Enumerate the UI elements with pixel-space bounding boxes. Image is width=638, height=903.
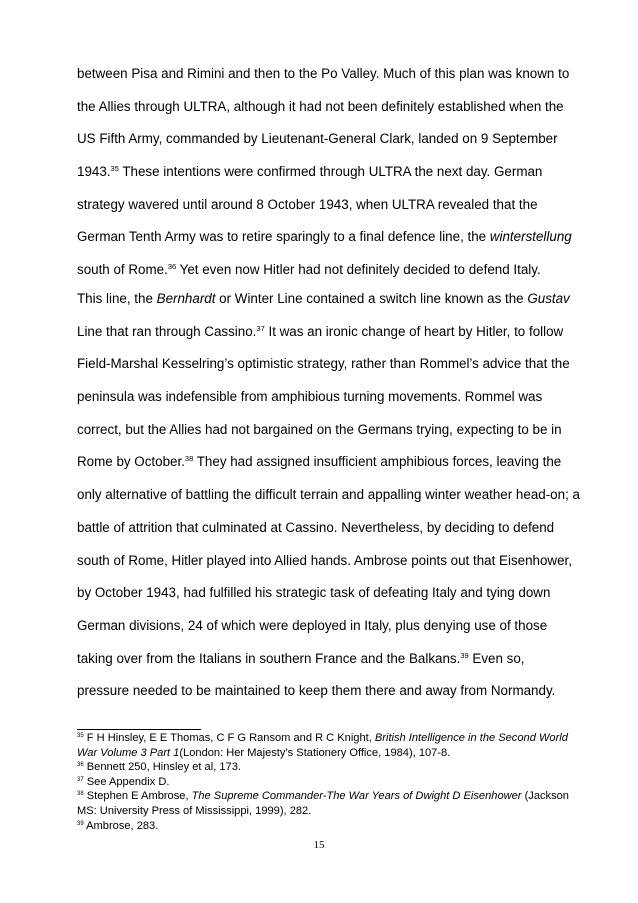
text-run: Rome by October. <box>77 454 185 470</box>
text-run: south of Rome. <box>77 262 168 278</box>
text-line <box>77 65 577 82</box>
text-run: correct, but the Allies had not bargained on the Germans trying, expecting to be in <box>77 421 562 437</box>
text-run: (London: Her Majesty’s Stationery Office, 1984), 107-8. <box>179 746 451 759</box>
text-line <box>77 163 577 180</box>
text-run: They had assigned insufficient amphibious forces, leaving the <box>193 454 562 470</box>
text-run: or Winter Line contained a switch line known as the <box>215 291 528 306</box>
italic-text: winterstellung <box>489 229 572 245</box>
footnote-ref: 37 <box>256 323 265 333</box>
text-line <box>77 388 577 405</box>
footnote-ref: 35 <box>77 733 84 739</box>
text-run: These intentions were confirmed through ULTRA the next day. German <box>118 164 543 180</box>
text-run: Line that ran through Cassino. <box>77 323 257 339</box>
text-line <box>77 453 577 470</box>
text-line <box>77 486 580 503</box>
text-run: strategy wavered until around 8 October 1943, when ULTRA revealed that the <box>77 196 538 212</box>
footnote-line <box>77 746 577 761</box>
body-paragraph-1 <box>77 65 577 294</box>
text-run: German Tenth Army was to retire sparingly to a final defence line, the <box>77 229 490 245</box>
text-run: German divisions, 24 of which were deployed in Italy, plus denying use of those <box>77 617 548 633</box>
text-run: Bennett 250, Hinsley et al, 173. <box>83 761 241 774</box>
text-line <box>77 130 577 147</box>
text-run: south of Rome, Hitler played into Allied hands. Ambrose points out that Eisenhower, <box>77 552 572 568</box>
text-line <box>77 261 577 278</box>
footnote-ref: 39 <box>460 650 469 660</box>
footnote-line <box>77 819 577 834</box>
footnote-separator <box>77 729 201 730</box>
text-line <box>77 228 577 245</box>
text-run: by October 1943, had fulfilled his strategic task of defeating Italy and tying down <box>77 585 551 601</box>
text-line <box>77 196 577 213</box>
text-line <box>77 650 577 667</box>
text-line <box>77 355 577 372</box>
text-run: (Jackson <box>521 790 569 803</box>
text-run: peninsula was indefensible from amphibious turning movements. Rommel was <box>77 389 543 405</box>
italic-text: British Intelligence in the Second World <box>374 732 568 744</box>
footnote-line <box>77 731 577 746</box>
text-run: taking over from the Italians in southern France and the Balkans. <box>77 650 461 666</box>
text-run: MS: University Press of Mississippi, 1999), 282. <box>77 804 312 817</box>
page-number: 15 <box>313 839 325 851</box>
italic-text: The Supreme Commander-The War Years of Dwight D Eisenhower <box>191 790 522 803</box>
text-run: Even so, <box>468 650 525 666</box>
text-run: US Fifth Army, commanded by Lieutenant-General Clark, landed on 9 September <box>77 131 558 147</box>
footnote-line <box>77 760 577 775</box>
text-line <box>77 323 577 340</box>
italic-text: Gustav <box>527 291 570 306</box>
text-run: Yet even now Hitler had not definitely decided to defend Italy. <box>176 262 541 278</box>
footnote-ref: 36 <box>167 262 177 272</box>
text-run: 1943. <box>77 164 111 180</box>
text-line <box>77 421 577 438</box>
text-run: between Pisa and Rimini and then to the Po Valley. Much of this plan was known to <box>77 66 570 81</box>
text-run: battle of attrition that culminated at Cassino. Nevertheless, by deciding to defend <box>77 519 555 535</box>
footnote-ref: 37 <box>77 776 84 783</box>
footnote-line <box>77 775 577 790</box>
text-run: This line, the <box>77 291 157 306</box>
text-run: the Allies through ULTRA, although it had not been definitely established when the <box>77 98 564 114</box>
footnote-line <box>77 789 577 804</box>
text-run: Field-Marshal Kesselring’s optimistic strategy, rather than Rommel’s advice that the <box>77 356 570 372</box>
text-run: only alternative of battling the difficult terrain and appalling winter weather head-on; a <box>77 487 580 503</box>
text-run: Ambrose, 283. <box>83 819 159 832</box>
text-line <box>77 290 577 307</box>
text-line <box>77 617 577 634</box>
text-line <box>77 98 577 115</box>
text-line <box>77 682 577 699</box>
text-line <box>77 584 577 601</box>
footnote-line <box>77 804 577 819</box>
text-run: F H Hinsley, E E Thomas, C F G Ransom and R C Knight, <box>83 732 375 744</box>
italic-text: War Volume 3 Part 1 <box>77 746 180 759</box>
text-run: It was an ironic change of heart by Hitler, to follow <box>264 323 564 339</box>
footnote-ref: 39 <box>77 820 84 827</box>
text-run: See Appendix D. <box>83 775 170 788</box>
footnote-ref: 35 <box>110 164 119 174</box>
text-line <box>77 519 577 536</box>
footnotes <box>77 731 577 833</box>
italic-text: Bernhardt <box>156 291 216 306</box>
footnote-ref: 38 <box>184 454 194 464</box>
text-run: pressure needed to be maintained to keep them there and away from Normandy. <box>77 683 556 699</box>
text-line <box>77 552 577 569</box>
text-run: Stephen E Ambrose, <box>83 790 192 803</box>
footnote-ref: 38 <box>77 791 84 798</box>
body-paragraph-2 <box>77 290 580 715</box>
footnote-ref: 36 <box>77 762 84 769</box>
